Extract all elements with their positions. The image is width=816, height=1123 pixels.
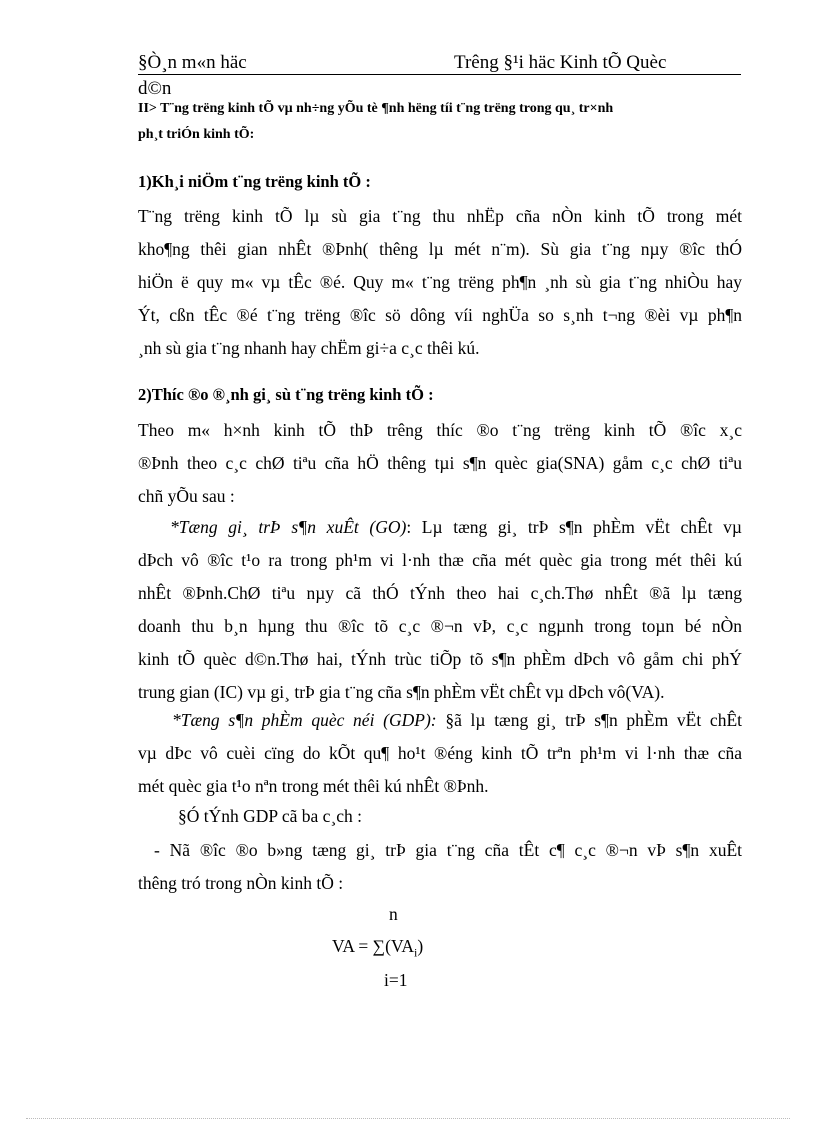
go-term: *Tæng gi¸ trÞ s¶n xuÊt (GO)	[170, 517, 407, 537]
page-header	[138, 52, 741, 75]
calc-intro: §Ó tÝnh GDP cã ba c¸ch :	[178, 806, 363, 826]
paragraph-gdp	[138, 704, 742, 803]
paragraph-measures	[138, 414, 742, 513]
formula-lower-limit: i=1	[384, 970, 408, 990]
paragraph-line: kho¶ng thêi gian nhÊt ®Þnh( thêng lµ mét n¨m). Sù gia t¨ng nµy ®îc thÓ	[138, 239, 742, 259]
paragraph-line: dÞch vô ®îc t¹o ra trong ph¹m vi l·nh thæ cña mét quèc gia trong mét thêi kú	[138, 550, 742, 570]
heading-concept: 1)Kh¸i niÖm t¨ng trëng kinh tÕ :	[138, 172, 371, 191]
section-title	[138, 96, 742, 148]
formula-main	[332, 936, 423, 961]
formula-close: )	[417, 936, 424, 956]
heading-measures: 2)Thíc ®o ®¸nh gi¸ sù t¨ng trëng kinh tÕ :	[138, 385, 434, 404]
section-title-line: II> T¨ng trëng kinh tÕ vµ nh÷ng yÕu tè ¶nh hëng tíi t¨ng trëng trong qu¸ tr×nh	[138, 101, 614, 116]
paragraph-line: kinh tÕ quèc d©n.Thø hai, tÝnh trùc tiÕp tõ s¶n phÈm dÞch vô gåm chi phÝ	[138, 649, 742, 669]
paragraph-line: nhÊt ®Þnh.ChØ tiªu nµy cã thÓ tÝnh theo hai c¸ch.Thø nhÊt ®ã lµ tæng	[138, 583, 742, 603]
paragraph-line	[138, 511, 742, 544]
paragraph-line: trung gian (IC) vµ gi¸ trÞ gia t¨ng cña s¶n phÈm vËt chÊt vµ dÞch vô(VA).	[138, 682, 665, 702]
paragraph-line: ®Þnh theo c¸c chØ tiªu cña hÖ thêng tµi s¶n quèc gia(SNA) gåm c¸c chØ tiªu	[138, 453, 742, 473]
gdp-definition: §ã lµ tæng gi¸ trÞ s¶n phÈm vËt chÊt	[436, 710, 742, 730]
paragraph-line: hiÖn ë quy m« vµ tÊc ®é. Quy m« t¨ng trëng ph¶n ¸nh sù gia t¨ng nhiÒu hay	[138, 272, 742, 292]
paragraph-line: ¸nh sù gia t¨ng nhanh hay chËm gi÷a c¸c thêi kú.	[138, 338, 480, 358]
page-bottom-border	[26, 1118, 790, 1119]
gdp-term: *Tæng s¶n phÈm quèc néi (GDP):	[172, 710, 437, 730]
paragraph-line: vµ dÞc vô cuèi cïng do kÕt qu¶ ho¹t ®éng kinh tÕ trªn ph¹m vi l·nh thæ cña	[138, 743, 742, 763]
formula-upper-limit: n	[389, 904, 398, 924]
paragraph-line	[138, 704, 742, 737]
paragraph-line: doanh thu b¸n hµng thu ®îc tõ c¸c ®¬n vÞ, c¸c ngµnh trong toµn bé nÒn	[138, 616, 742, 636]
paragraph-line: - Nã ®îc ®o b»ng tæng gi¸ trÞ gia t¨ng cña tÊt c¶ c¸c ®¬n vÞ s¶n xuÊt	[154, 840, 742, 860]
formula-subscript: i	[414, 945, 418, 960]
formula-expression: VA = ∑(VA	[332, 936, 414, 956]
header-course-title: §Ò¸n m«n häc	[138, 52, 247, 73]
header-university-name: Trêng §¹i häc Kinh tÕ Quèc	[454, 52, 667, 73]
section-title-line: ph¸t triÓn kinh tÕ:	[138, 127, 255, 142]
paragraph-line: T¨ng trëng kinh tÕ lµ sù gia t¨ng thu nhËp cña nÒn kinh tÕ trong mét	[138, 206, 742, 226]
paragraph-go	[138, 511, 742, 709]
paragraph-concept	[138, 200, 742, 365]
paragraph-method1	[138, 834, 742, 900]
paragraph-line: thêng tró trong nÒn kinh tÕ :	[138, 873, 344, 893]
paragraph-line: chñ yÕu sau :	[138, 486, 235, 506]
paragraph-line: Ýt, cßn tÊc ®é t¨ng trëng ®îc sö dông víi nghÜa so s¸nh t¬ng ®èi vµ ph¶n	[138, 305, 742, 325]
paragraph-line: mét quèc gia t¹o nªn trong mét thêi kú nhÊt ®Þnh.	[138, 776, 489, 796]
header-wrap-text: d©n	[138, 78, 172, 99]
go-definition: : Lµ tæng gi¸ trÞ s¶n phÈm vËt chÊt vµ	[406, 517, 742, 537]
paragraph-line: Theo m« h×nh kinh tÕ thÞ trêng thíc ®o t¨ng trëng kinh tÕ ®îc x¸c	[138, 420, 742, 440]
